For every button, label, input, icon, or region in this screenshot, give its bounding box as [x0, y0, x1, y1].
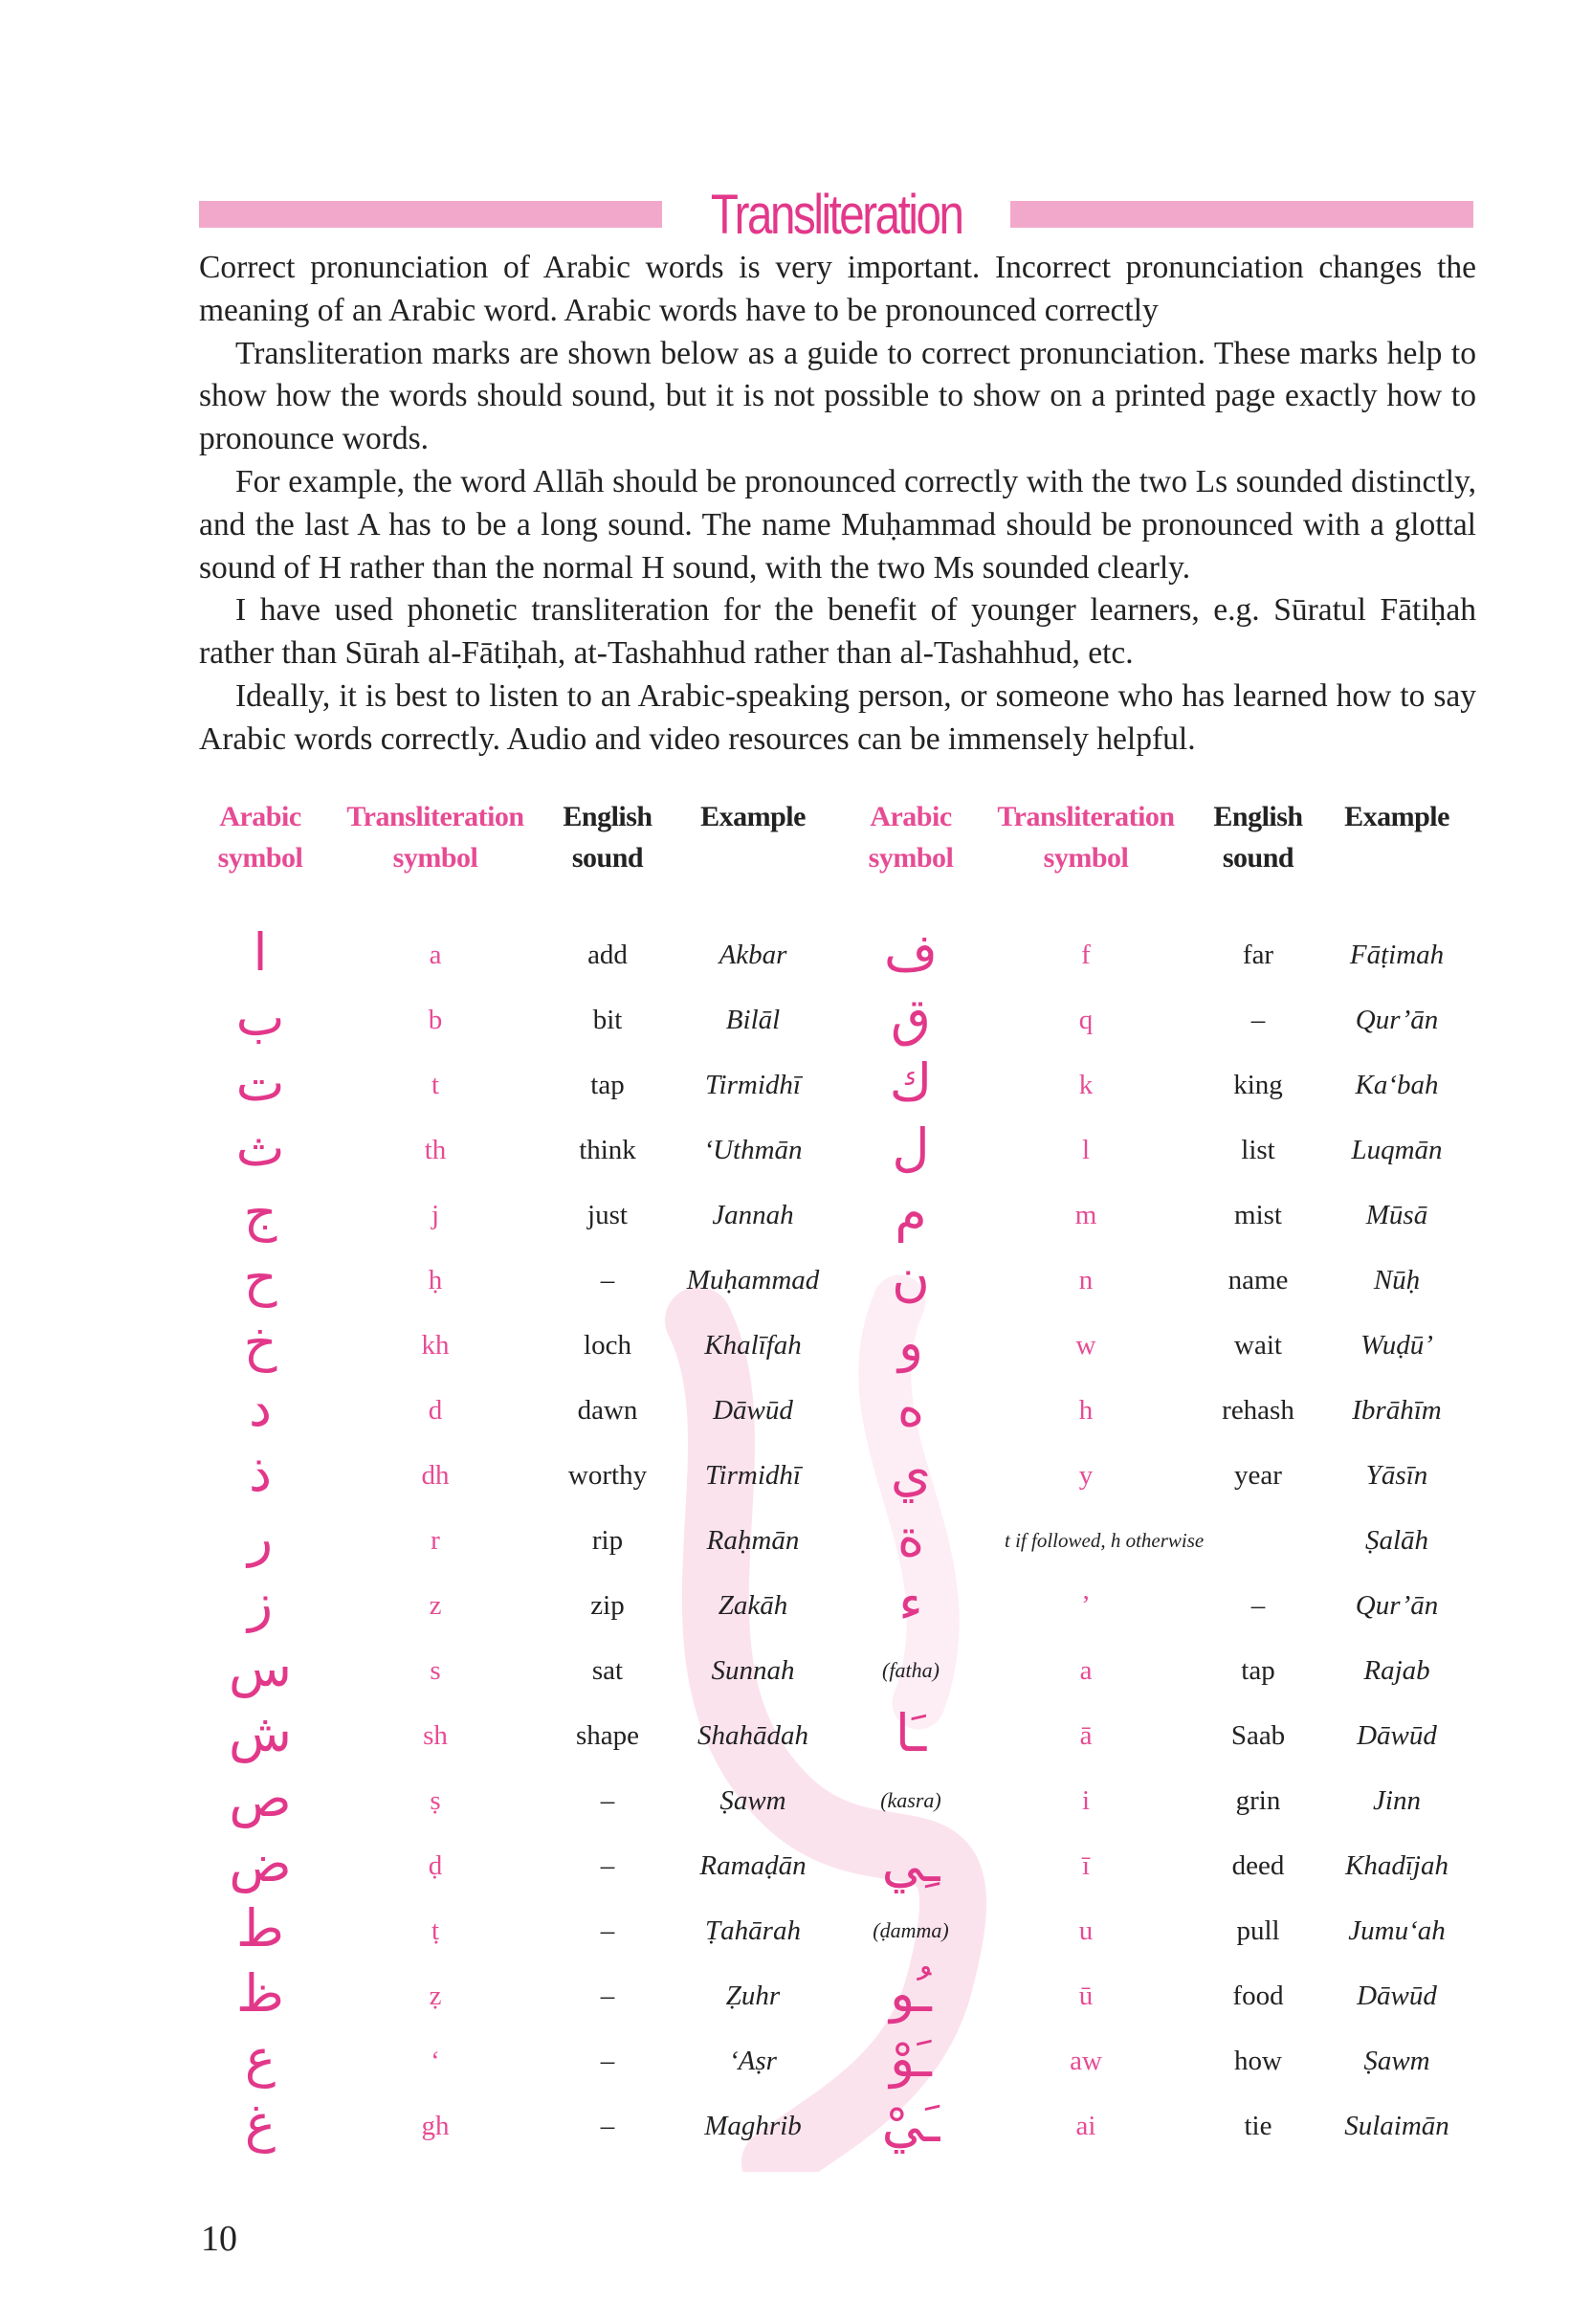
arabic-symbol-cell: ز — [247, 1573, 274, 1633]
example-cell: ‘Aṣr — [729, 2046, 777, 2076]
english-sound-cell: worthy — [567, 1460, 648, 1491]
example-cell: Shahādah — [697, 1720, 808, 1751]
english-sound-cell: shape — [575, 1720, 640, 1751]
example-cell: Nūḥ — [1373, 1265, 1421, 1295]
english-sound-cell: – — [1250, 1590, 1266, 1621]
english-sound-cell: mist — [1234, 1200, 1282, 1230]
example-cell: Ibrāhīm — [1352, 1395, 1442, 1426]
english-sound-cell: king — [1233, 1070, 1283, 1100]
arabic-symbol-cell: ح — [243, 1248, 277, 1308]
arabic-symbol-cell: ط — [236, 1898, 284, 1959]
example-cell: Qur’ān — [1355, 1005, 1439, 1035]
transliteration-cell: ‘ — [431, 2046, 440, 2076]
arabic-symbol-cell: ـَيْ — [881, 2093, 940, 2154]
header-english-sound: English sound — [563, 801, 652, 874]
english-sound-cell: – — [600, 1915, 615, 1946]
transliteration-cell: th — [424, 1135, 447, 1165]
example-cell: Khadījah — [1345, 1850, 1448, 1881]
arabic-symbol-cell: ء — [898, 1573, 923, 1633]
transliteration-cell: z — [429, 1590, 442, 1621]
example-cell: Jumu‘ah — [1348, 1915, 1446, 1946]
english-sound-cell: year — [1234, 1460, 1282, 1491]
example-cell: Raḥmān — [706, 1525, 800, 1556]
example-cell: Mūsā — [1365, 1200, 1428, 1230]
arabic-symbol-cell: ـُو — [890, 1963, 932, 2024]
english-sound-cell: name — [1227, 1265, 1289, 1295]
page-title: Transliteration — [710, 183, 962, 246]
english-sound-cell: zip — [590, 1590, 625, 1621]
example-cell: Rajab — [1363, 1655, 1430, 1686]
transliteration-cell: r — [431, 1525, 440, 1556]
english-sound-cell: wait — [1234, 1330, 1282, 1361]
arabic-symbol-cell: ة — [896, 1508, 925, 1568]
example-cell: Dāwūd — [713, 1395, 793, 1426]
transliteration-cell: w — [1075, 1330, 1096, 1361]
transliteration-cell: ī — [1081, 1850, 1091, 1881]
arabic-symbol-cell: ـَا — [895, 1703, 927, 1763]
arabic-symbol-cell: خ — [243, 1313, 277, 1373]
arabic-symbol-cell: س — [229, 1638, 292, 1698]
arabic-symbol-cell: ج — [243, 1183, 277, 1243]
intro-paragraph: Transliteration marks are shown below as a guide to correct pronunciation. These marks help to show how the words should sound, but it is not possible to show on a printed page exactly how to pronounce words. — [199, 335, 1476, 457]
english-sound-cell: – — [600, 2111, 615, 2141]
arabic-symbol-cell: ف — [884, 922, 938, 983]
intro-paragraph: Correct pronunciation of Arabic words is very important. Incorrect pronunciation changes the meaning of an Arabic word. Arabic words have to be pronounced correctly — [199, 250, 1476, 328]
english-sound-cell: sat — [591, 1655, 624, 1686]
transliteration-cell: d — [428, 1395, 443, 1426]
arabic-symbol-cell: ع — [244, 2028, 276, 2089]
english-sound-cell — [1186, 1521, 1330, 1560]
transliteration-cell: k — [1078, 1070, 1094, 1100]
transliteration-cell: f — [1081, 940, 1091, 970]
english-sound-cell: rehash — [1222, 1395, 1294, 1426]
arabic-symbol-cell: ه — [896, 1378, 925, 1438]
transliteration-cell: ū — [1078, 1981, 1094, 2011]
transliteration-cell: ṣ — [430, 1785, 441, 1816]
arabic-symbol-cell: ن — [892, 1248, 930, 1308]
arabic-symbol-cell: ذ — [248, 1443, 273, 1503]
english-sound-cell: loch — [584, 1330, 631, 1361]
example-cell: Maghrib — [704, 2111, 802, 2141]
transliteration-cell: ’ — [1081, 1590, 1091, 1621]
arabic-symbol-cell: ك — [889, 1052, 933, 1113]
transliteration-cell: gh — [421, 2111, 450, 2141]
example-cell: Dāwūd — [1357, 1720, 1437, 1751]
example-cell: Ka‘bah — [1355, 1070, 1439, 1100]
example-cell: Khalīfah — [704, 1330, 802, 1361]
transliteration-cell: ḥ — [428, 1265, 443, 1295]
transliteration-cell: t if followed, h otherwise — [1005, 1529, 1205, 1552]
example-cell: Ṭahārah — [705, 1915, 801, 1946]
arabic-symbol-cell: ب — [235, 987, 285, 1048]
example-cell: Ramaḍān — [699, 1850, 807, 1881]
english-sound-cell: tap — [1241, 1655, 1275, 1686]
english-sound-cell: grin — [1235, 1785, 1281, 1816]
english-sound-cell: – — [600, 1265, 615, 1295]
transliteration-cell: aw — [1070, 2046, 1102, 2076]
example-cell: Sunnah — [711, 1655, 795, 1686]
transliteration-cell: u — [1078, 1915, 1094, 1946]
transliteration-cell: h — [1078, 1395, 1094, 1426]
transliteration-cell: y — [1078, 1460, 1094, 1491]
example-cell: Akbar — [719, 940, 787, 970]
transliteration-cell: sh — [423, 1720, 448, 1751]
section-title-row — [199, 176, 1473, 253]
arabic-symbol-cell: ي — [890, 1443, 932, 1503]
example-cell: ‘Uthmān — [703, 1135, 803, 1165]
english-sound-cell: deed — [1231, 1850, 1285, 1881]
example-cell: Jinn — [1373, 1785, 1421, 1816]
intro-paragraph: I have used phonetic transliteration for the benefit of younger learners, e.g. Sūratul Fātiḥah rather than Sūrah al-Fātiḥah, at-Tashahhud rather than al-Tashahhud, etc. — [199, 592, 1476, 672]
transliteration-cell: ā — [1079, 1720, 1093, 1751]
arabic-symbol-cell: ر — [247, 1508, 274, 1568]
example-cell: Ṣawm — [1363, 2046, 1430, 2076]
example-cell: Sulaimān — [1344, 2111, 1449, 2141]
english-sound-cell: – — [600, 2046, 615, 2076]
example-cell: Yāsīn — [1365, 1460, 1428, 1491]
arabic-symbol-cell: د — [248, 1378, 273, 1438]
arabic-symbol-cell: ـِي — [881, 1833, 940, 1893]
intro-paragraph: For example, the word Allāh should be pronounced correctly with the two Ls sounded distinctly, and the last A has to be a long sound. The name Muḥammad should be pronounced with a glottal sound of H rather than the normal H sound, with the two Ms sounded clearly. — [199, 463, 1476, 586]
intro-paragraph: Ideally, it is best to listen to an Arabic-speaking person, or someone who has learned how to say Arabic words correctly. Audio and video resources can be immensely helpful. — [199, 677, 1476, 757]
english-sound-cell: Saab — [1230, 1720, 1286, 1751]
transliteration-cell: dh — [421, 1460, 450, 1491]
transliteration-cell: ai — [1075, 2111, 1096, 2141]
english-sound-cell: think — [579, 1135, 636, 1165]
english-sound-cell: rip — [591, 1525, 624, 1556]
example-cell: Dāwūd — [1357, 1981, 1437, 2011]
arabic-symbol-cell: ض — [229, 1833, 292, 1893]
arabic-symbol-cell: (ḍamma) — [873, 1918, 949, 1942]
example-cell: Tirmidhī — [705, 1070, 801, 1100]
arabic-symbol-cell: ظ — [236, 1963, 284, 2024]
transliteration-cell: ẓ — [429, 1981, 442, 2011]
english-sound-cell: just — [587, 1200, 628, 1230]
header-example: Example — [700, 801, 806, 832]
transliteration-cell: s — [430, 1655, 441, 1686]
header-english-sound: English sound — [1213, 801, 1303, 874]
transliteration-cell: m — [1074, 1200, 1097, 1230]
english-sound-cell: tie — [1244, 2111, 1272, 2141]
arabic-symbol-cell: ش — [229, 1703, 292, 1763]
arabic-symbol-cell: ت — [235, 1052, 285, 1113]
transliteration-cell: ḍ — [428, 1850, 443, 1881]
english-sound-cell: – — [600, 1785, 615, 1816]
english-sound-cell: add — [587, 940, 628, 970]
header-arabic-symbol: Arabic symbol — [217, 801, 303, 874]
example-cell: Ẓuhr — [725, 1981, 781, 2011]
header-transliteration-symbol: Transliteration symbol — [997, 801, 1175, 874]
intro-text — [199, 247, 1476, 762]
example-cell: Luqmān — [1351, 1135, 1443, 1165]
arabic-symbol-cell: (kasra) — [880, 1788, 941, 1812]
arabic-symbol-cell: (fatha) — [882, 1658, 940, 1682]
transliteration-cell: i — [1081, 1785, 1091, 1816]
transliteration-cell: a — [429, 940, 442, 970]
example-cell: Zakāh — [718, 1590, 788, 1621]
example-cell: Qur’ān — [1355, 1590, 1439, 1621]
arabic-symbol-cell: ا — [253, 922, 268, 983]
example-cell: Muḥammad — [686, 1265, 820, 1295]
arabic-symbol-cell: ـَوْ — [890, 2028, 932, 2089]
header-arabic-symbol: Arabic symbol — [868, 801, 954, 874]
title-bar-right — [1010, 201, 1473, 228]
header-example: Example — [1344, 801, 1449, 832]
example-cell: Ṣawm — [719, 1785, 786, 1816]
transliteration-cell: kh — [421, 1330, 450, 1361]
transliteration-cell: l — [1081, 1135, 1091, 1165]
example-cell: Ṣalāh — [1364, 1525, 1429, 1556]
transliteration-cell: n — [1078, 1265, 1094, 1295]
english-sound-cell: tap — [590, 1070, 625, 1100]
header-transliteration-symbol: Transliteration symbol — [346, 801, 524, 874]
english-sound-cell: list — [1241, 1135, 1275, 1165]
transliteration-cell: q — [1078, 1005, 1094, 1035]
english-sound-cell: – — [600, 1981, 615, 2011]
english-sound-cell: dawn — [577, 1395, 638, 1426]
example-cell: Fāṭimah — [1349, 940, 1445, 970]
arabic-symbol-cell: ص — [229, 1768, 292, 1828]
example-cell: Wuḍū’ — [1360, 1330, 1433, 1361]
transliteration-cell: ṭ — [431, 1915, 440, 1946]
example-cell: Jannah — [712, 1200, 794, 1230]
english-sound-cell: pull — [1236, 1915, 1280, 1946]
example-cell: Tirmidhī — [705, 1460, 801, 1491]
english-sound-cell: bit — [592, 1005, 623, 1035]
english-sound-cell: far — [1242, 940, 1274, 970]
transliteration-cell: a — [1079, 1655, 1093, 1686]
arabic-symbol-cell: ث — [235, 1118, 285, 1178]
title-bar-left — [199, 201, 662, 228]
arabic-symbol-cell: ق — [891, 987, 931, 1048]
english-sound-cell: – — [600, 1850, 615, 1881]
example-cell: Bilāl — [725, 1005, 781, 1035]
page-number: 10 — [201, 2219, 237, 2259]
arabic-symbol-cell: ل — [892, 1118, 930, 1178]
arabic-symbol-cell: م — [895, 1183, 927, 1243]
arabic-symbol-cell: غ — [244, 2093, 276, 2154]
arabic-symbol-cell: و — [897, 1313, 924, 1373]
transliteration-cell: j — [431, 1200, 440, 1230]
english-sound-cell: – — [1250, 1005, 1266, 1035]
english-sound-cell: food — [1232, 1981, 1284, 2011]
transliteration-cell: t — [431, 1070, 440, 1100]
transliteration-cell: b — [428, 1005, 443, 1035]
english-sound-cell: how — [1234, 2046, 1282, 2076]
